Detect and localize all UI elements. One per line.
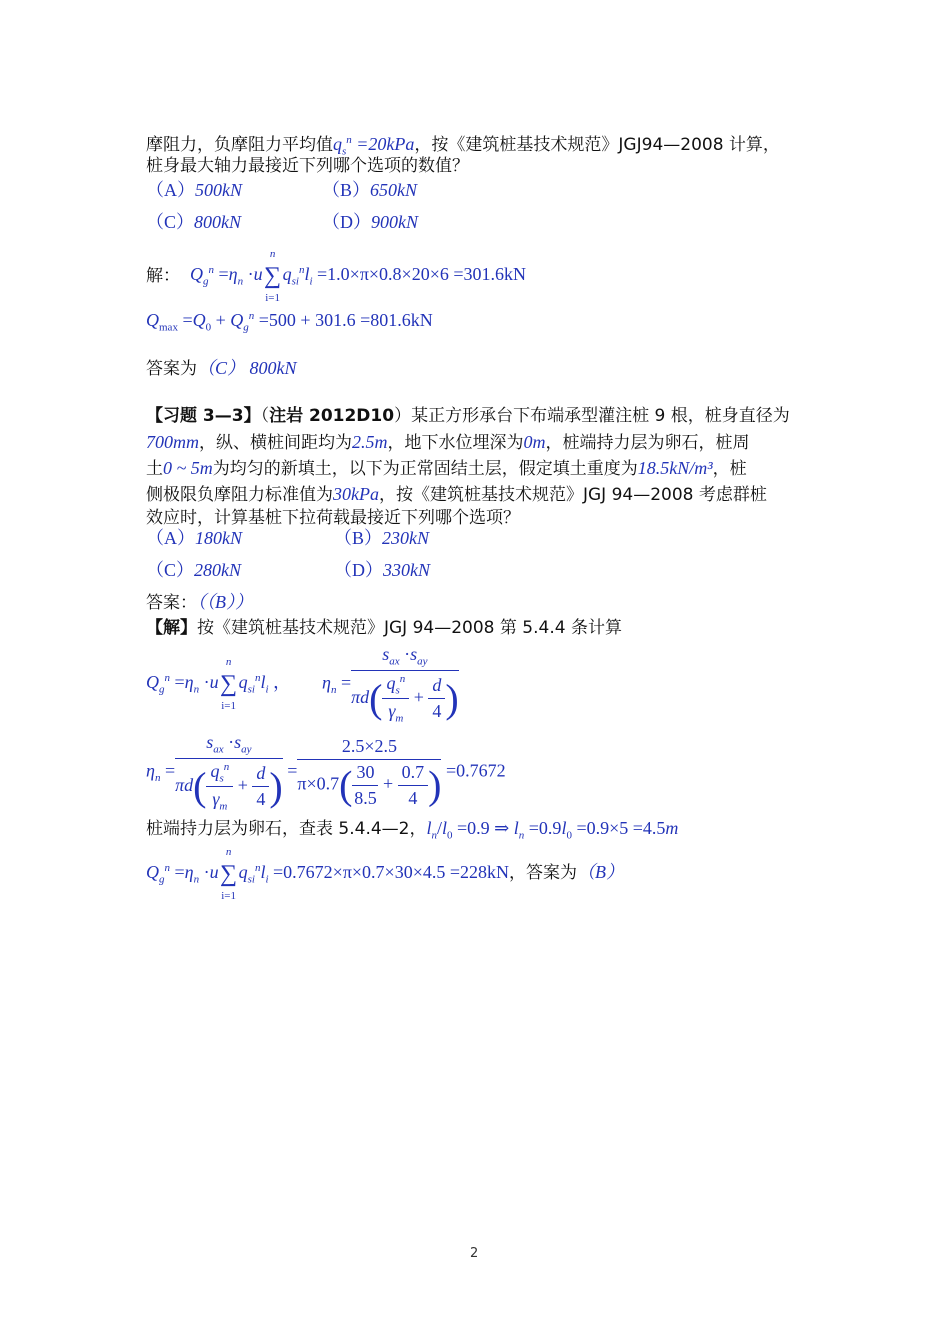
prev-option-a: （A）500kN bbox=[146, 180, 242, 200]
problem-line-5: 效应时，计算基桩下拉荷载最接近下列哪个选项？ bbox=[146, 508, 520, 528]
formula-final: $Q_g^n =\eta_n \cdot u$ n ∑ i=1 $q_{si}^nl_i =0.7672\times\pi\times 0.7\times 30\times 4.5 =228kN$，答案为（B） bbox=[146, 845, 625, 902]
option-a: （A）180kN bbox=[146, 528, 242, 548]
problem-line-2: 700mm，纵、横桩间距均为2.5m，地下水位埋深为0m，桩端持力层为卵石，桩周 bbox=[146, 432, 750, 453]
formula-qgn: $Q_g^n =\eta_n \cdot u$ n ∑ i=1 $q_{si}^nl_i$ ， bbox=[146, 655, 292, 712]
formula-eta-numeric: $\eta_n$ = $s_{ax} \cdot s_{ay}$ πd( $\frac{q_s^n}{\gamma_m}$ + $\frac{d}{4}$ ) = 2.5×2.5 π×0.7( $\frac{30}{8.5}$ + $\frac{0.7}{4}$ ) =0.7672 bbox=[146, 732, 506, 813]
problem-line-1: 【习题 3—3】（注岩 2012D10）某正方形承台下布端承型灌注桩 9 根，桩身直径为 bbox=[146, 406, 790, 426]
formula-eta-definition: $\eta_n$ = $s_{ax} \cdot s_{ay}$ πd( $\frac{q_s^n}{\gamma_m}$ + $\frac{d}{4}$ ) bbox=[322, 644, 459, 725]
equation-qgn: $Q_g^n =\eta_n \cdot u$ n ∑ i=1 $q_{si}^nl_i =1.0\times\pi\times 0.8\times 20\times 6 =301.6kN$ bbox=[190, 248, 527, 304]
option-b: （B）230kN bbox=[334, 528, 430, 548]
equation-qmax: $Q_{max} =Q_0 + Q_g^n =500 + 301.6 =801.6kN$ bbox=[146, 310, 433, 334]
prev-text: ，按《建筑桩基技术规范》JGJ94—2008 计算， bbox=[414, 135, 780, 155]
prev-option-c: （C）800kN bbox=[146, 212, 242, 232]
option-c: （C）280kN bbox=[146, 560, 242, 580]
answer-line: 答案：（（B）） bbox=[146, 592, 253, 613]
prev-text: 摩阻力，负摩阻力平均值 bbox=[146, 135, 333, 155]
problem-line-3: 土0 ~ 5m为均匀的新填土，以下为正常固结土层，假定填土重度为18.5kN/m³，桩 bbox=[146, 458, 747, 479]
solution-header: 【解】按《建筑桩基技术规范》JGJ 94—2008 第 5.4.4 条计算 bbox=[146, 618, 622, 638]
prev-option-d: （D）900kN bbox=[322, 212, 418, 232]
page-number: 2 bbox=[470, 1246, 479, 1261]
solution-label: 解： bbox=[146, 266, 180, 286]
table-lookup-line: 桩端持力层为卵石，查表 5.4.4—2，$l_n/l_0 =0.9$ ⇒ $l_n =0.9l_0 =0.9\times 5 =4.5m$ bbox=[146, 818, 679, 842]
prev-option-b: （B）650kN bbox=[322, 180, 418, 200]
prev-answer: 答案为（C） 800kN bbox=[146, 358, 297, 379]
q-symbol: $q_s^n =20kPa$ bbox=[333, 134, 415, 158]
option-d: （D）330kN bbox=[334, 560, 430, 580]
problem-line-4: 侧极限负摩阻力标准值为30kPa，按《建筑桩基技术规范》JGJ 94—2008 考虑群桩 bbox=[146, 484, 767, 505]
prev-line-2: 桩身最大轴力最接近下列哪个选项的数值？ bbox=[146, 156, 469, 176]
